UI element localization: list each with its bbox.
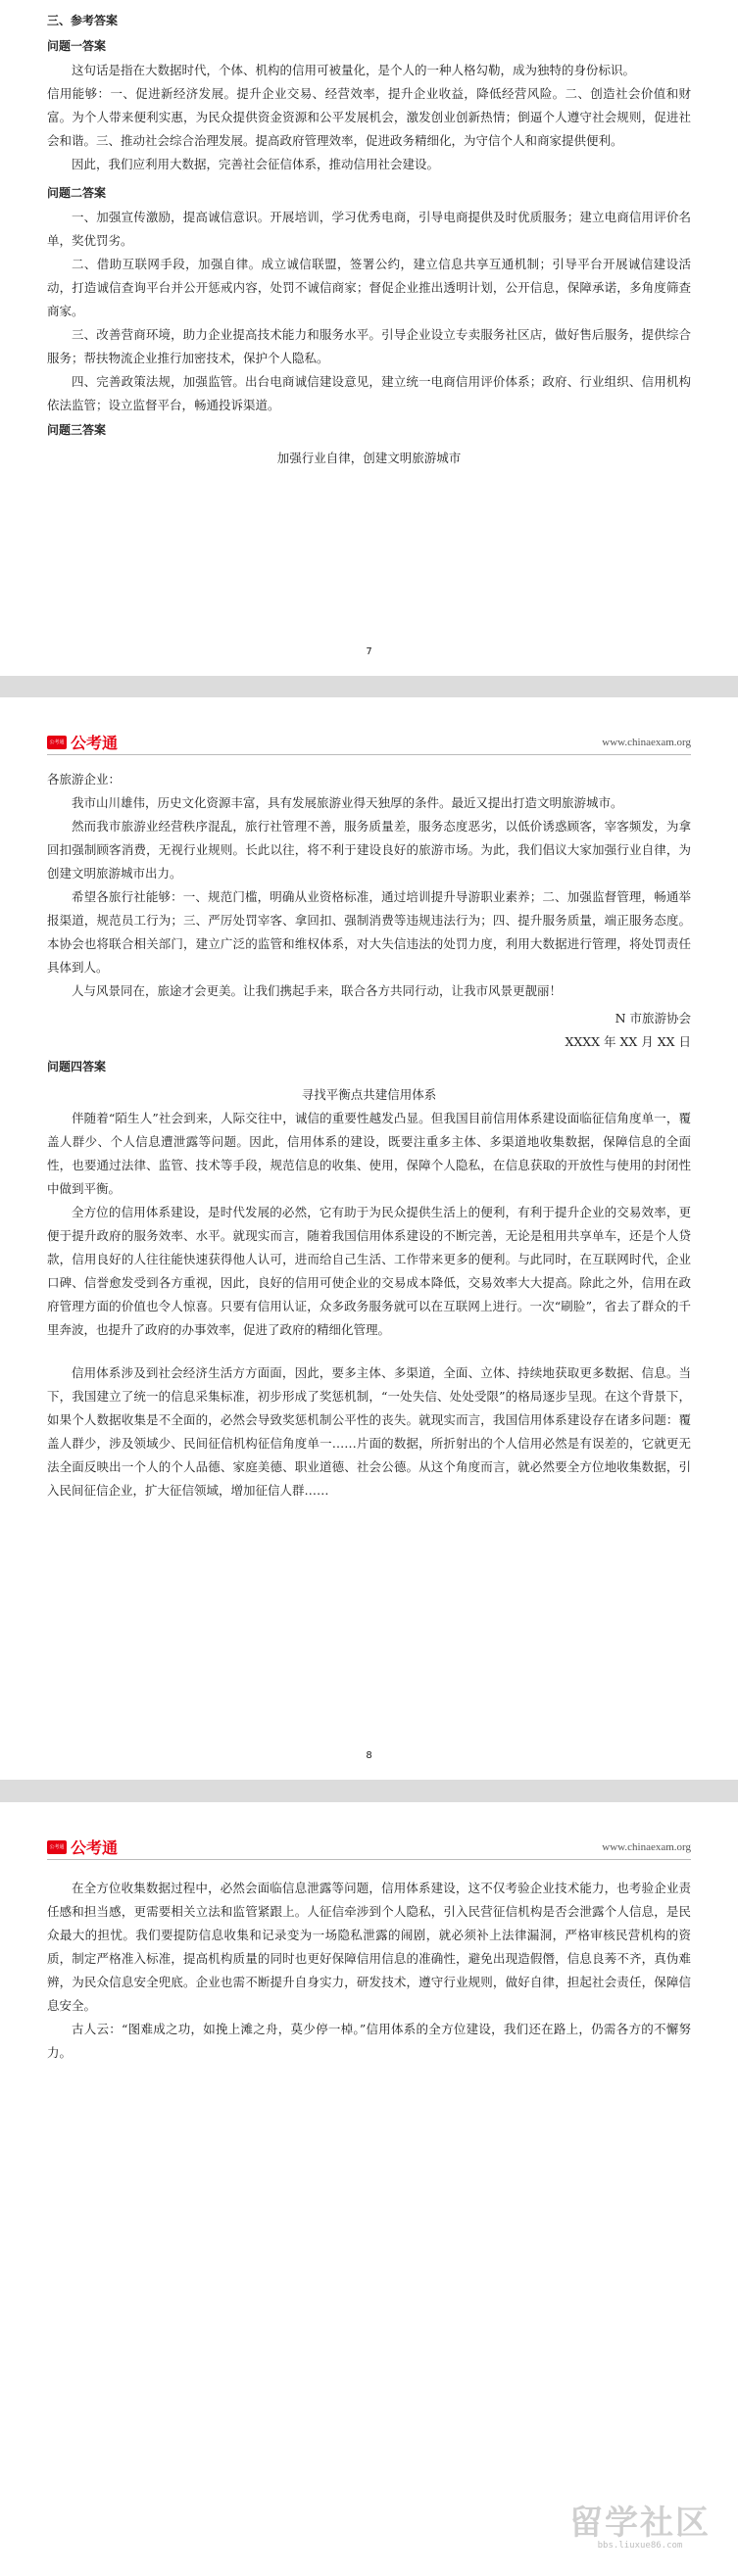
document-page-8	[0, 697, 738, 1780]
header-divider	[47, 1859, 691, 1860]
question-3-title: 问题三答案	[47, 423, 107, 437]
paragraph: 古人云：“图难成之功，如挽上滩之舟，莫少停一棹。”信用体系的全方位建设，我们还在路上，仍需各方的不懈努力。	[47, 2022, 691, 2060]
question-4-title: 问题四答案	[47, 1060, 107, 1073]
paragraph: 希望各旅行社能够：一、规范门槛，明确从业资格标准，通过培训提升导游职业素养；二、加强监督管理，畅通举报渠道，规范员工行为；三、严厉处罚宰客、拿回扣、强制消费等违规违法行为；四、提升服务质量，端正服务态度。本协会也将联合相关部门，建立广泛的监管和维权体系，对大失信违法的处罚力度，利用大数据进行管理，将处罚责任具体到人。	[47, 889, 691, 975]
logo-text: 公考通	[71, 734, 119, 752]
section-title: 三、参考答案	[47, 14, 119, 27]
paragraph: 三、改善营商环境，助力企业提高技术能力和服务水平。引导企业设立专卖服务社区店，做好售后服务，提供综合服务；帮扶物流企业推行加密技术，保护个人隐私。	[47, 327, 691, 365]
brand-logo	[47, 1836, 118, 1858]
paragraph: 然而我市旅游业经营秩序混乱，旅行社管理不善，服务质量差，服务态度恶劣，以低价诱惑顾客，宰客频发，为拿回扣强制顾客消费，无视行业规则。长此以往，将不利于建设良好的旅游市场。为此，我们倡议大家加强行业自律，为创建文明旅游城市出力。	[47, 819, 691, 881]
logo-text: 公考通	[71, 1838, 119, 1857]
page-header	[47, 1832, 691, 1861]
essay-title: 寻找平衡点共建信用体系	[301, 1087, 437, 1102]
page-header	[47, 727, 691, 756]
question-1-title: 问题一答案	[47, 39, 107, 53]
page-number: 8	[366, 1750, 372, 1761]
paragraph: 我市山川雄伟，历史文化资源丰富，具有发展旅游业得天独厚的条件。最近又提出打造文明旅游城市。	[72, 795, 623, 810]
document-page-7	[0, 0, 738, 676]
document-page-9	[0, 1802, 738, 2576]
paragraph: 信用能够：一、促进新经济发展。提升企业交易、经营效率，提升企业收益，降低经营风险。二、创造社会价值和财富。为个人带来便利实惠，为民众提供资金资源和公平发展机会，激发创业创新热情；倒逼个人遵守社会规则，促进社会和谐。三、推动社会综合治理发展。提高政府管理效率，促进政务精细化，为守信个人和商家提供便利。	[47, 86, 691, 148]
paragraph: 在全方位收集数据过程中，必然会面临信息泄露等问题，信用体系建设，这不仅考验企业技术能力，也考验企业责任感和担当感，更需要相关立法和监管紧跟上。人征信牵涉到个人隐私，引入民营征信机构是否会泄露个人信息，是民众最大的担忧。我们要提防信息收集和记录变为一场隐私泄露的闹剧，就必须补上法律漏洞，严格审核民营机构的资质，制定严格准入标准，提高机构质量的同时也更好保障信用信息的准确性，避免出现造假僭，信息良莠不齐，真伪难辨，为民众信息安全兜底。企业也需不断提升自身实力，研发技术，遵守行业规则，做好自律，担起社会责任，保障信息安全。	[47, 1881, 691, 2013]
header-url: www.chinaexam.org	[602, 1841, 691, 1853]
paragraph: 伴随着“陌生人”社会到来，人际交往中，诚信的重要性越发凸显。但我国目前信用体系建设面临征信角度单一，覆盖人群少、个人信息遭泄露等问题。因此，信用体系的建设，既要注重多主体、多渠道地收集数据，保障信息的全面性，也要通过法律、监管、技术等手段，规范信息的收集、使用，保障个人隐私，在信息获取的开放性与使用的封闭性中做到平衡。	[47, 1111, 691, 1196]
paragraph: 二、借助互联网手段，加强自律。成立诚信联盟，签署公约，建立信息共享互通机制；引导平台开展诚信建设活动，打造诚信查询平台并公开惩戒内容，处罚不诚信商家；督促企业推出透明计划，公开信息，保障承诺，多角度筛查商家。	[47, 257, 691, 318]
page-7-body	[47, 8, 691, 470]
date: XXXX 年 XX 月 XX 日	[565, 1034, 691, 1049]
header-divider	[47, 754, 691, 755]
paragraph: 全方位的信用体系建设，是时代发展的必然，它有助于为民众提供生活上的便利，有利于提升企业的交易效率，更便于提升政府的服务效率、水平。就现实而言，随着我国信用体系建设的不断完善，无论是租用共享单车，还是个人贷款，信用良好的人往往能快速获得他人认可，进而给自己生活、工作带来更多的便利。与此同时，在互联网时代，企业口碑、信誉愈发受到各方重视，因此，良好的信用可使企业的交易成本降低，交易效率大大提高。除此之外，信用在政府管理方面的价值也令人惊喜。只要有信用认证，众多政务服务就可以在互联网上进行。一次“刷脸”，省去了群众的千里奔波，也提升了政府的办事效率，促进了政府的精细化管理。	[47, 1205, 691, 1337]
essay-title: 加强行业自律，创建文明旅游城市	[276, 451, 462, 465]
brand-logo	[47, 731, 118, 753]
logo-badge: 公考通	[47, 736, 67, 749]
watermark-text: 留学社区	[569, 2504, 711, 2543]
page-9-body	[47, 1877, 691, 2065]
site-watermark	[562, 2505, 718, 2552]
salutation: 各旅游企业：	[47, 772, 122, 787]
logo-badge: 公考通	[47, 1840, 67, 1854]
paragraph: 四、完善政策法规，加强监管。出台电商诚信建设意见，建立统一电商信用评价体系；政府、行业组织、信用机构依法监管；设立监督平台，畅通投诉渠道。	[47, 374, 691, 412]
paragraph: 因此，我们应利用大数据，完善社会征信体系，推动信用社会建设。	[72, 157, 440, 171]
question-2-title: 问题二答案	[47, 186, 107, 200]
paragraph-gap	[47, 1342, 691, 1361]
paragraph: 信用体系涉及到社会经济生活方方面面，因此，要多主体、多渠道，全面、立体、持续地获取更多数据、信息。当下，我国建立了统一的信息采集标准，初步形成了奖惩机制，“一处失信、处处受限”的格局逐步呈现。在这个背景下，如果个人数据收集是不全面的，必然会导致奖惩机制公平性的丧失。就现实而言，我国信用体系建设存在诸多问题：覆盖人群少，涉及领域少、民间征信机构征信角度单一……片面的数据，所折射出的个人信用必然是有误差的，它就更无法全面反映出一个人的个人品德、家庭美德、职业道德、社会公德。从这个角度而言，就必然要全方位地收集数据，引入民间征信企业，扩大征信领域，增加征信人群……	[47, 1365, 691, 1498]
page-number: 7	[366, 646, 372, 657]
paragraph: 人与风景同在，旅途才会更美。让我们携起手来，联合各方共同行动，让我市风景更靓丽！	[72, 983, 563, 998]
paragraph: 这句话是指在大数据时代，个体、机构的信用可被量化，是个人的一种人格勾勒，成为独特的身份标识。	[72, 63, 636, 77]
page-8-body	[47, 768, 691, 1503]
signature: N 市旅游协会	[615, 1011, 691, 1026]
paragraph: 一、加强宣传激励，提高诚信意识。开展培训，学习优秀电商，引导电商提供及时优质服务；建立电商信用评价名单，奖优罚劣。	[47, 210, 691, 248]
watermark-url: bbs.liuxue86.com	[597, 2541, 683, 2551]
header-url: www.chinaexam.org	[602, 737, 691, 748]
